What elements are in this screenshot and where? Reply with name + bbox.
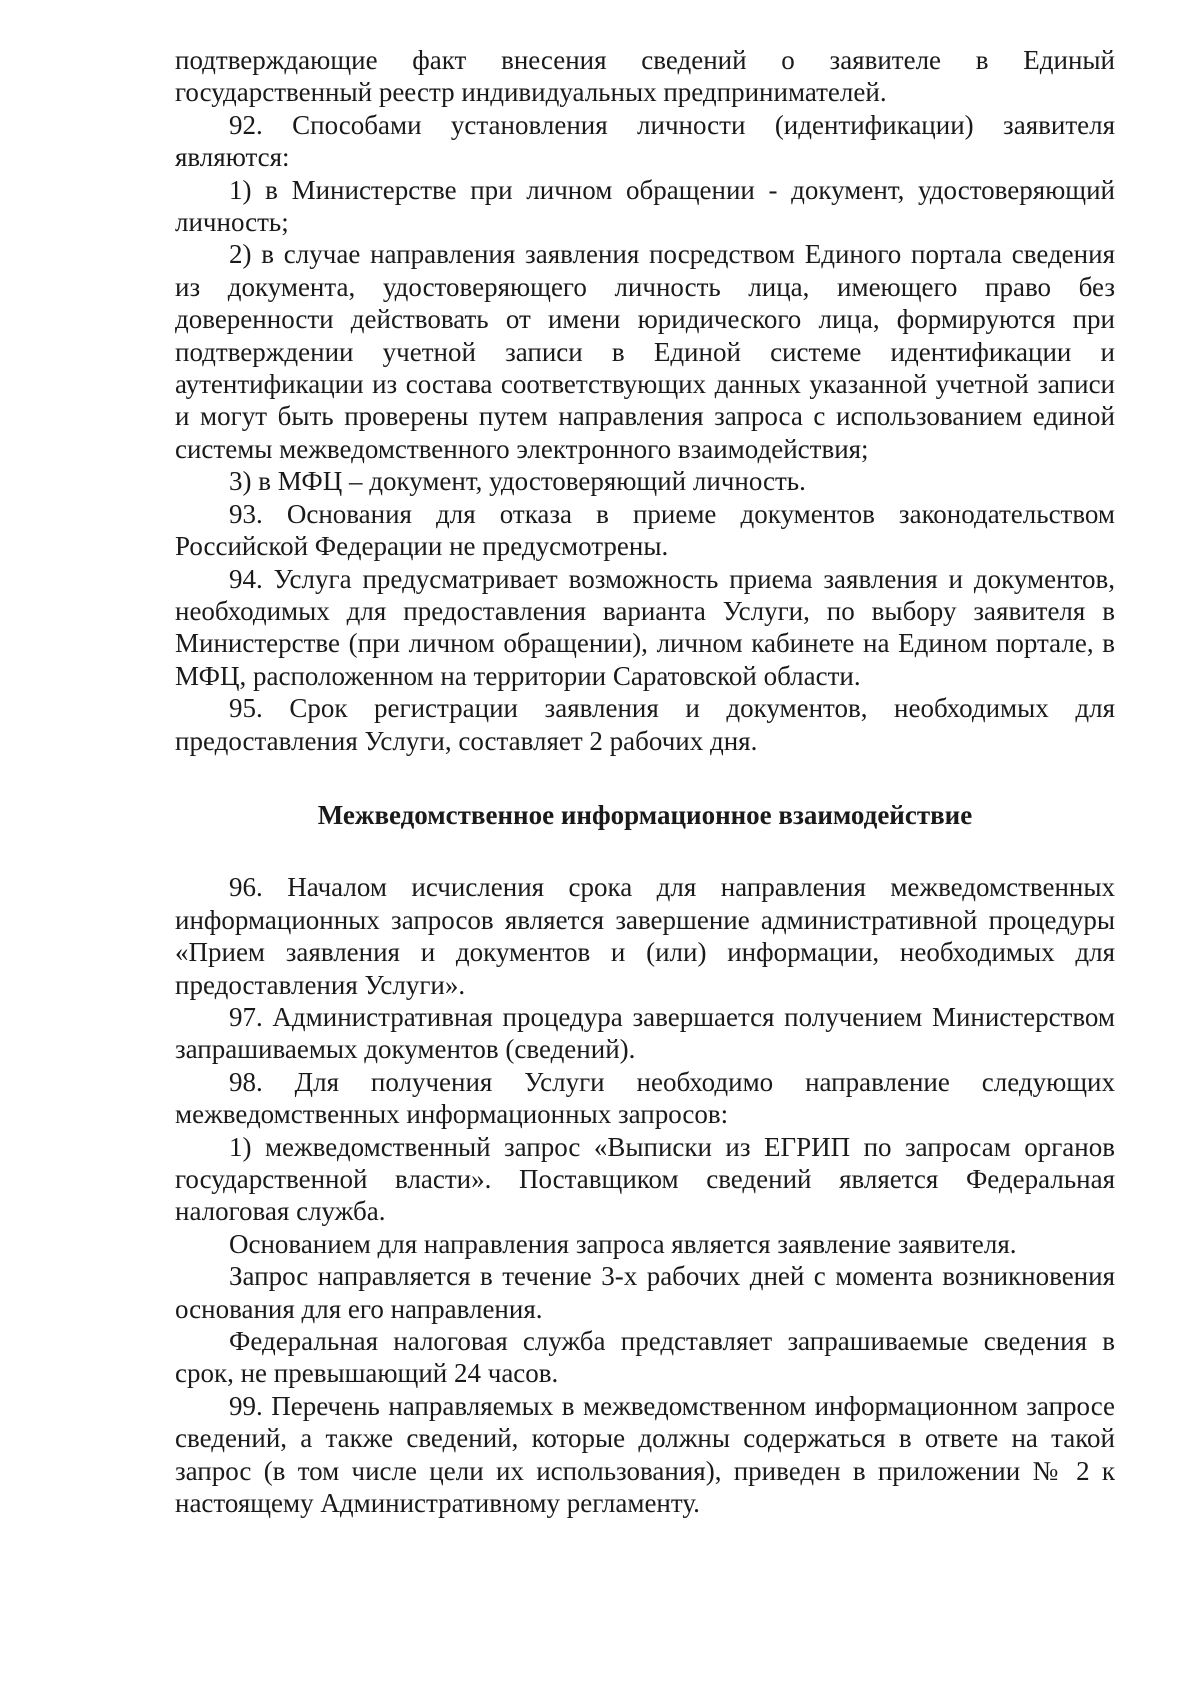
paragraph-95: 95. Срок регистрации заявления и документов, необходимых для предоставления Услуги, составляет 2 рабочих дня. xyxy=(175,693,1115,756)
paragraph-92-item-1: 1) в Министерстве при личном обращении - документ, удостоверяющий личность; xyxy=(175,174,1115,238)
paragraph-98: 98. Для получения Услуги необходимо направление следующих межведомственных информационных запросов: xyxy=(175,1066,1115,1130)
section-heading: Межведомственное информационное взаимодействие xyxy=(317,799,973,830)
paragraph-94: 94. Услуга предусматривает возможность приема заявления и документов, необходимых для предоставления варианта Услуги, по выбору заявителя в Министерстве (при личном обращении), личном кабинете на Едином портале, в МФЦ, расположенном на территории Саратовской области. xyxy=(175,563,1115,691)
paragraph-98-response: Федеральная налоговая служба представляет запрашиваемые сведения в срок, не превышающий 24 часов. xyxy=(175,1326,1115,1389)
paragraph-99: 99. Перечень направляемых в межведомственном информационном запросе сведений, а также сведений, которые должны содержаться в ответе на такой запрос (в том числе цели их использования), приведен в приложении № 2 к настоящему Административному регламенту. xyxy=(175,1390,1115,1519)
paragraph-98-item-1: 1) межведомственный запрос «Выписки из ЕГРИП по запросам органов государственной власти». Поставщиком сведений является Федеральная налоговая служба. xyxy=(175,1131,1115,1227)
paragraph-98-basis: Основанием для направления запроса является заявление заявителя. xyxy=(229,1228,1017,1259)
paragraph-92-item-2: 2) в случае направления заявления посредством Единого портала сведения из документа, удостоверяющего личность лица, имеющего право без доверенности действовать от имени юридического лица, формируются при подтверждении учетной записи в Единой системе идентификации и аутентификации из состава соответствующих данных указанной учетной записи и могут быть проверены путем направления запроса с использованием единой системы межведомственного электронного взаимодействия; xyxy=(175,239,1115,464)
paragraph-continuation: подтверждающие факт внесения сведений о заявителе в Единый государственный реестр индивидуальных предпринимателей. xyxy=(175,45,1115,108)
paragraph-92: 92. Способами установления личности (идентификации) заявителя являются: xyxy=(175,109,1115,173)
paragraph-97: 97. Административная процедура завершается получением Министерством запрашиваемых документов (сведений). xyxy=(175,1001,1115,1065)
paragraph-96: 96. Началом исчисления срока для направления межведомственных информационных запросов является завершение административной процедуры «Прием заявления и документов и (или) информации, необходимых для предоставления Услуги». xyxy=(175,872,1115,1000)
paragraph-92-item-3: 3) в МФЦ – документ, удостоверяющий личность. xyxy=(229,466,806,497)
paragraph-98-deadline: Запрос направляется в течение 3-х рабочих дней с момента возникновения основания для его направления. xyxy=(175,1261,1115,1324)
document-page xyxy=(175,44,1115,1519)
paragraph-93: 93. Основания для отказа в приеме документов законодательством Российской Федерации не предусмотрены. xyxy=(175,498,1115,562)
